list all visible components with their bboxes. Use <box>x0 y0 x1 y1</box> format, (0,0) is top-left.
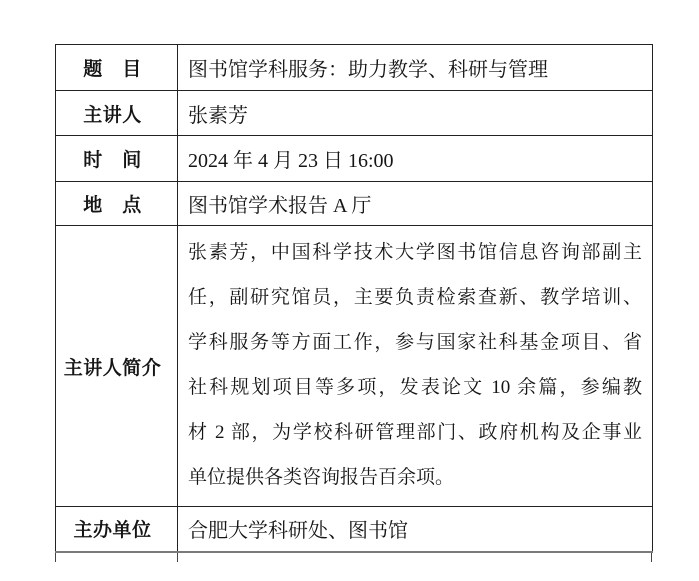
bio-line-4: 社科规划项目等多项，发表论文 10 余篇，参编教 <box>188 377 642 398</box>
row-location-value: 图书馆学术报告 A 厅 <box>178 182 653 226</box>
row-speaker <box>56 91 653 136</box>
row-time-label: 时 间 <box>56 136 178 182</box>
row-organizer-value: 合肥大学科研处、图书馆 <box>178 507 653 552</box>
row-title <box>56 45 653 91</box>
table-border-stub-middle <box>177 553 178 562</box>
info-table <box>55 44 653 553</box>
row-organizer-label: 主办单位 <box>56 507 178 552</box>
row-speaker-bio-value <box>178 226 653 507</box>
bio-line-1: 张素芳，中国科学技术大学图书馆信息咨询部副主 <box>188 242 642 263</box>
bio-line-2: 任，副研究馆员，主要负责检索查新、教学培训、 <box>188 287 642 308</box>
table-border-stub-right <box>651 553 652 562</box>
row-location <box>56 182 653 226</box>
row-time-value: 2024 年 4 月 23 日 16:00 <box>178 136 653 182</box>
seminar-info-table <box>55 44 652 553</box>
row-speaker-label: 主讲人 <box>56 91 178 136</box>
row-speaker-bio <box>56 226 653 507</box>
row-title-label: 题 目 <box>56 45 178 91</box>
bio-line-6: 单位提供各类咨询报告百余项。 <box>188 467 455 488</box>
row-location-label: 地 点 <box>56 182 178 226</box>
table-border-stub-left <box>55 553 56 562</box>
row-speaker-bio-label: 主讲人简介 <box>56 226 178 507</box>
row-speaker-value: 张素芳 <box>178 91 653 136</box>
bio-line-5: 材 2 部，为学校科研管理部门、政府机构及企事业 <box>188 422 642 443</box>
row-title-value: 图书馆学科服务：助力教学、科研与管理 <box>178 45 653 91</box>
bio-line-3: 学科服务等方面工作，参与国家社科基金项目、省 <box>188 332 642 353</box>
row-organizer <box>56 507 653 552</box>
row-time <box>56 136 653 182</box>
